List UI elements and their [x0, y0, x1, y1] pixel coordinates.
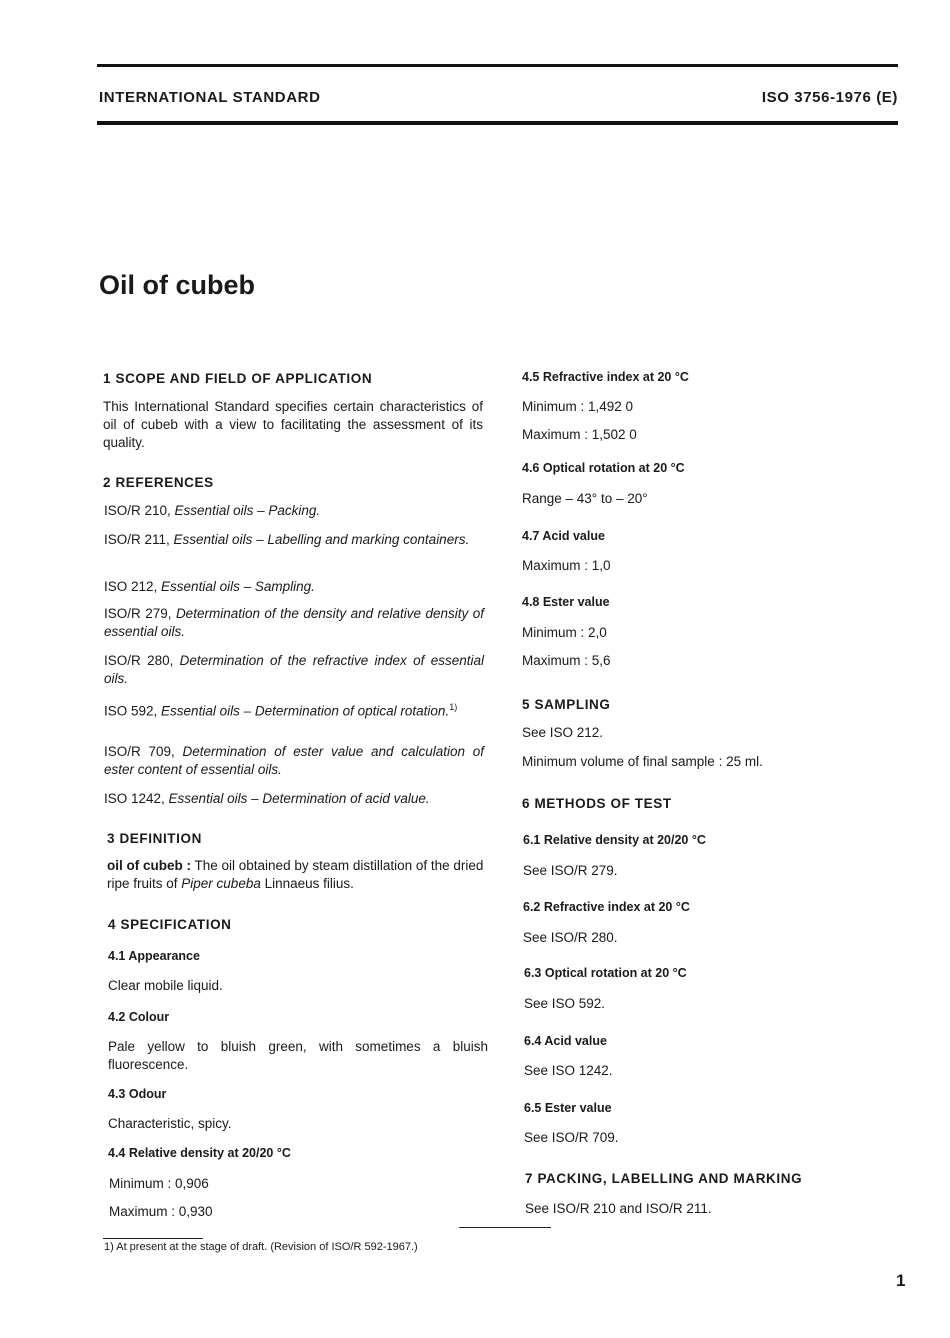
reference-title: Essential oils – Labelling and marking containers. — [173, 532, 470, 547]
section-4-4-maximum: Maximum : 0,930 — [109, 1204, 213, 1219]
section-1-body: This International Standard specifies certain characteristics of oil of cubeb with a view to facilitating the assessment of its quality. — [103, 399, 483, 450]
header-document-number: ISO 3756-1976 (E) — [761, 89, 898, 106]
reference-code: ISO/R 210, — [104, 503, 175, 518]
section-4-8-maximum: Maximum : 5,6 — [522, 653, 611, 668]
reference-code: ISO 1242, — [104, 791, 169, 806]
definition-term: oil of cubeb : — [107, 858, 191, 873]
page-number: 1 — [896, 1271, 906, 1290]
header-standard-label: INTERNATIONAL STANDARD — [99, 89, 321, 106]
reference-item — [104, 790, 484, 808]
section-4-3-text: Characteristic, spicy. — [108, 1116, 232, 1131]
reference-code: ISO/R 709, — [104, 744, 183, 759]
reference-title: Essential oils – Determination of acid value. — [168, 791, 430, 806]
reference-title: Essential oils – Packing. — [174, 503, 321, 518]
section-4-7-heading: 4.7 Acid value — [522, 529, 605, 543]
section-6-1-heading: 6.1 Relative density at 20/20 °C — [523, 833, 706, 847]
section-4-5-maximum: Maximum : 1,502 0 — [522, 427, 637, 442]
section-4-5-minimum: Minimum : 1,492 0 — [522, 399, 634, 414]
reference-code: ISO 212, — [104, 579, 162, 594]
section-4-8-heading: 4.8 Ester value — [522, 595, 610, 609]
footnote-rule — [103, 1238, 203, 1239]
section-6-5-heading: 6.5 Ester value — [524, 1101, 612, 1115]
section-6-4-heading: 6.4 Acid value — [524, 1034, 607, 1048]
section-5-heading: 5 SAMPLING — [522, 697, 611, 712]
header-top-rule — [97, 64, 898, 67]
section-2-heading: 2 REFERENCES — [103, 475, 214, 490]
reference-code: ISO/R 279, — [104, 606, 176, 621]
section-6-5-text: See ISO/R 709. — [524, 1130, 619, 1145]
section-7-heading: 7 PACKING, LABELLING AND MARKING — [525, 1171, 803, 1186]
section-1-heading: 1 SCOPE AND FIELD OF APPLICATION — [103, 371, 373, 386]
column-end-rule — [459, 1227, 551, 1228]
reference-code: ISO/R 280, — [104, 653, 180, 668]
section-7-text: See ISO/R 210 and ISO/R 211. — [525, 1201, 712, 1216]
section-4-2-text: Pale yellow to bluish green, with sometimes a bluish fluorescence. — [108, 1039, 488, 1072]
reference-code: ISO 592, — [104, 703, 162, 719]
reference-item — [104, 531, 484, 549]
section-6-2-text: See ISO/R 280. — [523, 930, 618, 945]
reference-title: Determination of ester value and calculation of ester content of essential oils. — [104, 744, 484, 777]
definition-text-end: Linnaeus filius. — [260, 876, 354, 891]
reference-item — [104, 698, 484, 721]
section-4-3-heading: 4.3 Odour — [108, 1087, 167, 1101]
reference-item — [104, 605, 484, 641]
section-4-8-minimum: Minimum : 2,0 — [522, 625, 607, 640]
definition-paragraph — [107, 857, 487, 893]
page-title: Oil of cubeb — [99, 270, 256, 300]
section-3-heading: 3 DEFINITION — [107, 831, 202, 846]
section-4-1-text: Clear mobile liquid. — [108, 978, 223, 993]
header-bottom-rule — [97, 121, 898, 125]
reference-item — [104, 502, 484, 520]
reference-title: Essential oils – Determination of optical rotation. — [161, 703, 450, 719]
section-4-4-minimum: Minimum : 0,906 — [109, 1176, 209, 1191]
section-4-5-heading: 4.5 Refractive index at 20 °C — [522, 370, 689, 384]
section-4-4-heading: 4.4 Relative density at 20/20 °C — [108, 1146, 291, 1160]
reference-item — [104, 578, 484, 596]
definition-text: The oil obtained by steam distillation of the dried ripe fruits of — [107, 858, 484, 891]
footnote: 1) At present at the stage of draft. (Revision of ISO/R 592-1967.) — [104, 1241, 418, 1253]
section-6-3-heading: 6.3 Optical rotation at 20 °C — [524, 966, 687, 980]
reference-title: Determination of the refractive index of essential oils. — [104, 653, 484, 686]
section-5-text-1: See ISO 212. — [522, 725, 604, 740]
footnote-marker: 1) — [449, 702, 458, 712]
section-6-1-text: See ISO/R 279. — [523, 863, 618, 878]
section-6-heading: 6 METHODS OF TEST — [522, 796, 672, 811]
section-4-6-text: Range – 43° to – 20° — [522, 491, 648, 506]
section-4-2-heading: 4.2 Colour — [108, 1010, 170, 1024]
section-4-7-maximum: Maximum : 1,0 — [522, 558, 611, 573]
section-6-4-text: See ISO 1242. — [524, 1063, 613, 1078]
reference-code: ISO/R 211, — [104, 532, 174, 547]
section-5-text-2: Minimum volume of final sample : 25 ml. — [522, 754, 763, 769]
section-4-1-heading: 4.1 Appearance — [108, 949, 200, 963]
section-6-3-text: See ISO 592. — [524, 996, 606, 1011]
section-4-6-heading: 4.6 Optical rotation at 20 °C — [522, 461, 685, 475]
section-4-heading: 4 SPECIFICATION — [108, 917, 232, 932]
reference-title: Determination of the density and relative density of essential oils. — [104, 606, 484, 639]
reference-item — [104, 743, 484, 779]
section-6-2-heading: 6.2 Refractive index at 20 °C — [523, 900, 690, 914]
reference-title: Essential oils – Sampling. — [161, 579, 315, 594]
species-name: Piper cubeba — [181, 876, 261, 891]
reference-item — [104, 652, 484, 688]
